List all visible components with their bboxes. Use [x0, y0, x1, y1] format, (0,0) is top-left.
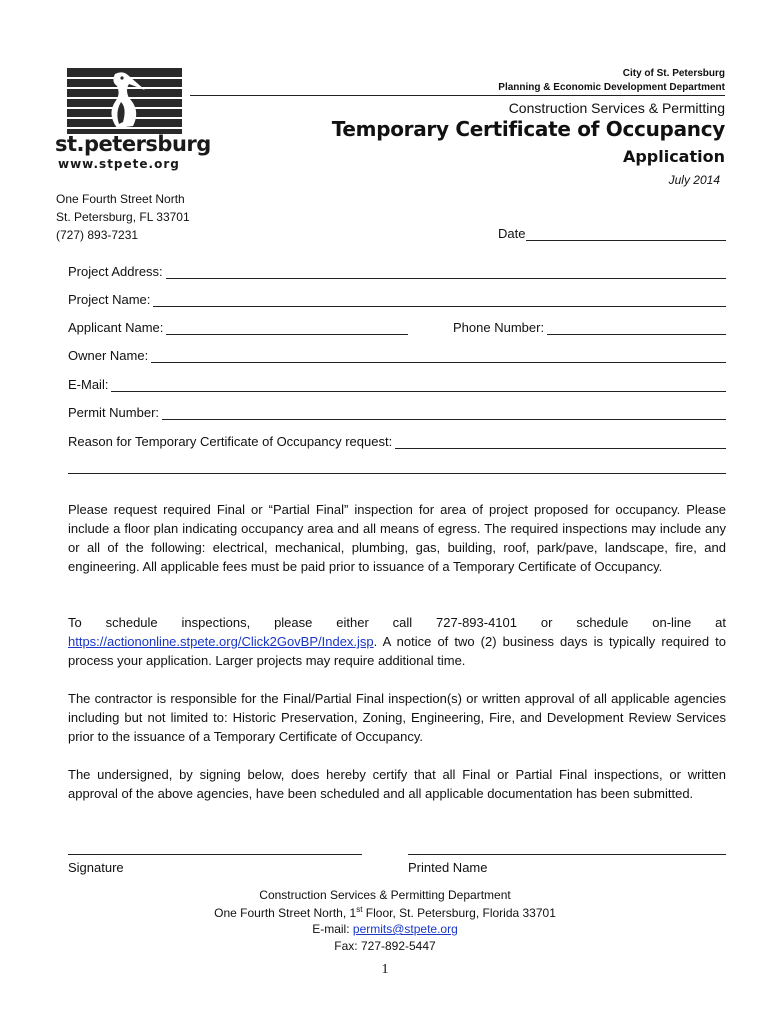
phone-number-input[interactable]	[547, 322, 726, 335]
date-label: Date	[498, 226, 526, 241]
date-field[interactable]	[498, 226, 726, 241]
pelican-logo-icon	[67, 68, 182, 134]
reason-label: Reason for Temporary Certificate of Occupancy request:	[68, 434, 393, 449]
project-name-label: Project Name:	[68, 292, 151, 307]
scheduling-notice: . A notice of two (2) business days is typically required to process your application. Larger projects may require additional time.	[68, 634, 726, 668]
email-field[interactable]	[68, 377, 726, 392]
address-street: One Fourth Street North	[56, 192, 185, 206]
email-label: E-Mail:	[68, 377, 109, 392]
printed-name-line[interactable]	[408, 854, 726, 855]
header-divider	[190, 95, 725, 96]
project-address-label: Project Address:	[68, 264, 163, 279]
footer-fax: Fax: 727-892-5447	[334, 939, 436, 953]
certification-paragraph: The undersigned, by signing below, does hereby certify that all Final or Partial Final inspections, or written approval of the above agencies, have been scheduled and all applicable documentation has been submitted.	[68, 767, 726, 801]
footer-address	[0, 905, 770, 920]
applicant-name-field[interactable]	[68, 320, 408, 335]
page-title: Temporary Certificate of Occupancy	[331, 117, 725, 141]
instructions-paragraph: Please request required Final or “Partial Final” inspection for area of project proposed for occupancy. Please include a floor plan indicating occupancy area and all means of egress. The required inspections may include any or all of the following: electrical, mechanical, plumbing, gas, building, roof, park/pave, landscape, fire, and engineering. All applicable fees must be paid prior to issuance of a Temporary Certificate of Occupancy.	[68, 502, 726, 574]
action-online-link[interactable]: https://actiononline.stpete.org/Click2GovBP/Index.jsp	[68, 634, 374, 649]
address-city: St. Petersburg, FL 33701	[56, 210, 190, 224]
footer-address-street: One Fourth Street North, 1	[214, 906, 357, 920]
applicant-name-label: Applicant Name:	[68, 320, 164, 335]
owner-name-input[interactable]	[151, 350, 726, 363]
signature-label: Signature	[68, 860, 124, 875]
scheduling-text: To schedule inspections, please either call 727-893-4101 or schedule on-line at	[68, 615, 726, 630]
department-name: Planning & Economic Development Department	[498, 82, 725, 93]
permit-number-field[interactable]	[68, 405, 726, 420]
page-number: 1	[381, 962, 389, 977]
logo-name: st.petersburg	[55, 132, 211, 156]
signature-line[interactable]	[68, 854, 362, 855]
phone-number-label: Phone Number:	[453, 320, 545, 335]
reason-field[interactable]	[68, 434, 726, 449]
page-subtitle: Application	[622, 147, 725, 166]
phone-number-field[interactable]	[453, 320, 726, 335]
reason-input[interactable]	[395, 436, 726, 449]
email-input[interactable]	[111, 379, 726, 392]
date-input-line[interactable]	[526, 228, 726, 241]
footer-address-sup: st	[356, 905, 363, 914]
division-name: Construction Services & Permitting	[508, 100, 725, 116]
owner-name-field[interactable]	[68, 348, 726, 363]
logo-url: www.stpete.org	[58, 157, 180, 171]
project-name-field[interactable]	[68, 292, 726, 307]
logo	[55, 68, 211, 178]
owner-name-label: Owner Name:	[68, 348, 149, 363]
project-address-field[interactable]	[68, 264, 726, 279]
city-name: City of St. Petersburg	[622, 68, 725, 79]
reason-input-continuation[interactable]	[68, 473, 726, 474]
applicant-name-input[interactable]	[166, 322, 408, 335]
footer-email-label: E-mail:	[312, 922, 353, 936]
footer-address-city: Floor, St. Petersburg, Florida 33701	[362, 906, 556, 920]
footer-email	[0, 922, 770, 936]
contractor-paragraph: The contractor is responsible for the Final/Partial Final inspection(s) or written approval of all applicable agencies including but not limited to: Historic Preservation, Zoning, Engineering, Fire, and Development Review Services prior to the issuance of a Temporary Certificate of Occupancy.	[68, 691, 726, 744]
permit-number-label: Permit Number:	[68, 405, 160, 420]
project-address-input[interactable]	[166, 266, 726, 279]
footer-email-link[interactable]: permits@stpete.org	[352, 922, 458, 936]
project-name-input[interactable]	[153, 294, 726, 307]
scheduling-paragraph	[68, 613, 726, 670]
footer-department: Construction Services & Permitting Department	[259, 888, 511, 902]
address-phone: (727) 893-7231	[56, 228, 139, 242]
printed-name-label: Printed Name	[408, 860, 488, 875]
revision-date: July 2014	[668, 173, 720, 187]
permit-number-input[interactable]	[162, 407, 726, 420]
